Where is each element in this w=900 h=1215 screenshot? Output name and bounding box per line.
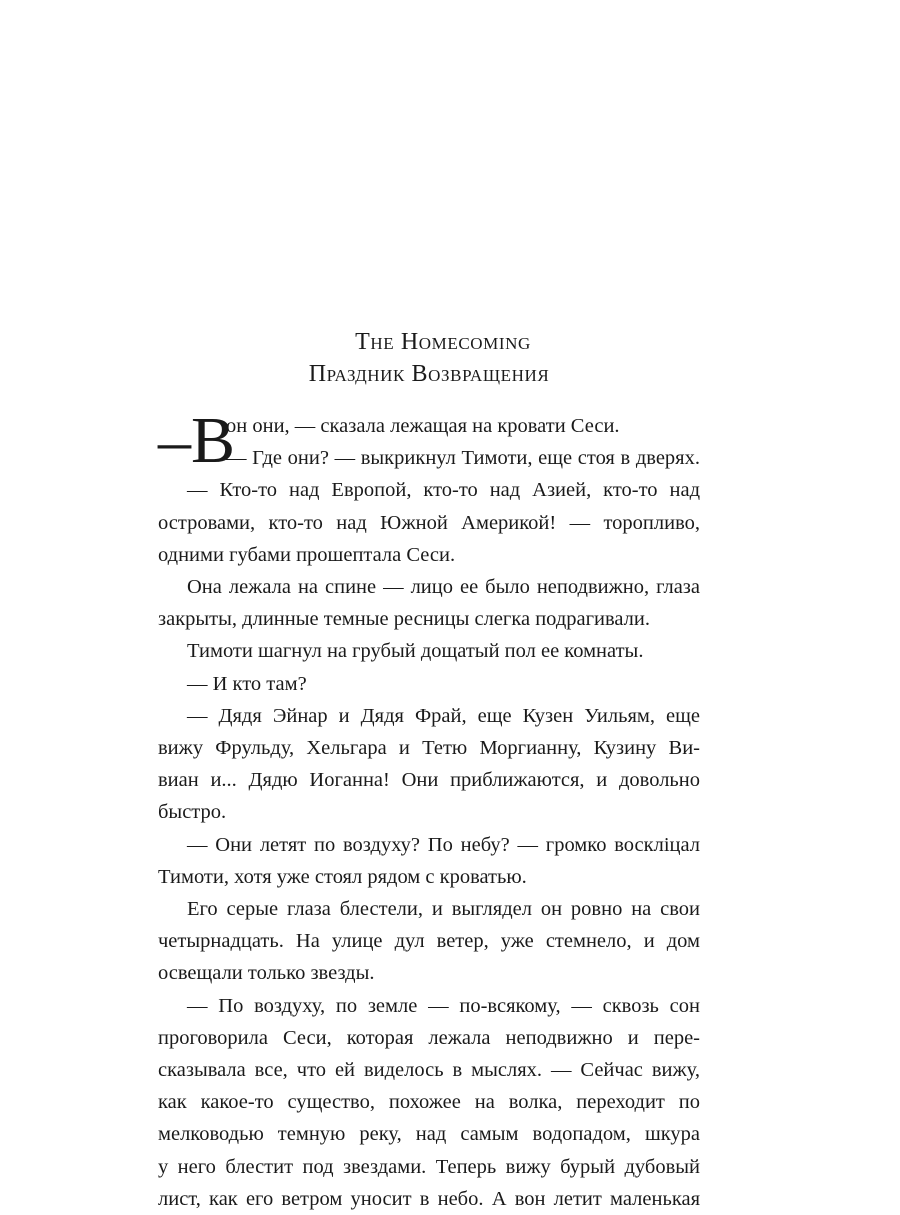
text-line: вижу Фрульду, Хельгара и Тетю Моргианну, Кузину Ви-: [158, 737, 700, 760]
text-line: — Дядя Эйнар и Дядя Фрай, еще Кузен Уильям, еще: [187, 704, 700, 727]
text-line: у него блестит под звездами. Теперь вижу бурый дубовый: [158, 1155, 700, 1178]
chapter-title-english: The Homecoming: [355, 329, 531, 355]
drop-cap: –В: [158, 404, 236, 477]
text-line: — Они летят по воздуху? По небу? — громко воскліцал: [187, 833, 700, 856]
text-line: — По воздуху, по земле — по-всякому, — сквозь сон: [187, 994, 700, 1017]
text-line: лист, как его ветром уносит в небо. А вон летит маленькая: [158, 1187, 700, 1210]
text-line: — Кто-то над Европой, кто-то над Азией, кто-то над: [187, 479, 700, 502]
body-text: [158, 404, 700, 1215]
text-line: освещали только звезды.: [158, 962, 375, 985]
book-page: [158, 326, 700, 1215]
text-line: как какое-то существо, похожее на волка, переходит по: [158, 1091, 700, 1114]
text-line: Его серые глаза блестели, и выглядел он ровно на свои: [187, 898, 700, 921]
chapter-title: [158, 326, 700, 390]
text-line: он они, — сказала лежащая на кровати Сеси.: [226, 415, 620, 437]
text-line: закрыты, длинные темные ресницы слегка подрагивали.: [158, 608, 651, 631]
text-line: Тимоти, хотя уже стоял рядом с кроватью.: [158, 865, 527, 888]
text-line: мелководью темную реку, над самым водопадом, шкура: [158, 1123, 700, 1146]
chapter-title-russian: Праздник Возвращения: [308, 361, 550, 387]
text-line: — Где они? — выкрикнул Тимоти, еще стоя в дверях.: [226, 447, 700, 470]
text-line: Тимоти шагнул на грубый дощатый пол ее комнаты.: [187, 640, 644, 663]
text-line: одними губами прошептала Сеси.: [158, 543, 456, 566]
text-line: четырнадцать. На улице дул ветер, уже стемнело, и дом: [158, 930, 700, 953]
text-line: виан и... Дядю Иоганна! Они приближаются, и довольно: [158, 769, 700, 792]
text-line: Она лежала на спине — лицо ее было неподвижно, глаза: [187, 576, 700, 598]
text-line: сказывала все, что ей виделось в мыслях. — Сейчас вижу,: [158, 1059, 700, 1082]
text-line: островами, кто-то над Южной Америкой! — торопливо,: [158, 511, 700, 534]
opening-paragraph: [158, 404, 700, 477]
text-line: быстро.: [158, 801, 227, 824]
text-line: проговорила Сеси, которая лежала неподвижно и пере-: [158, 1026, 700, 1049]
text-line: — И кто там?: [187, 672, 307, 695]
